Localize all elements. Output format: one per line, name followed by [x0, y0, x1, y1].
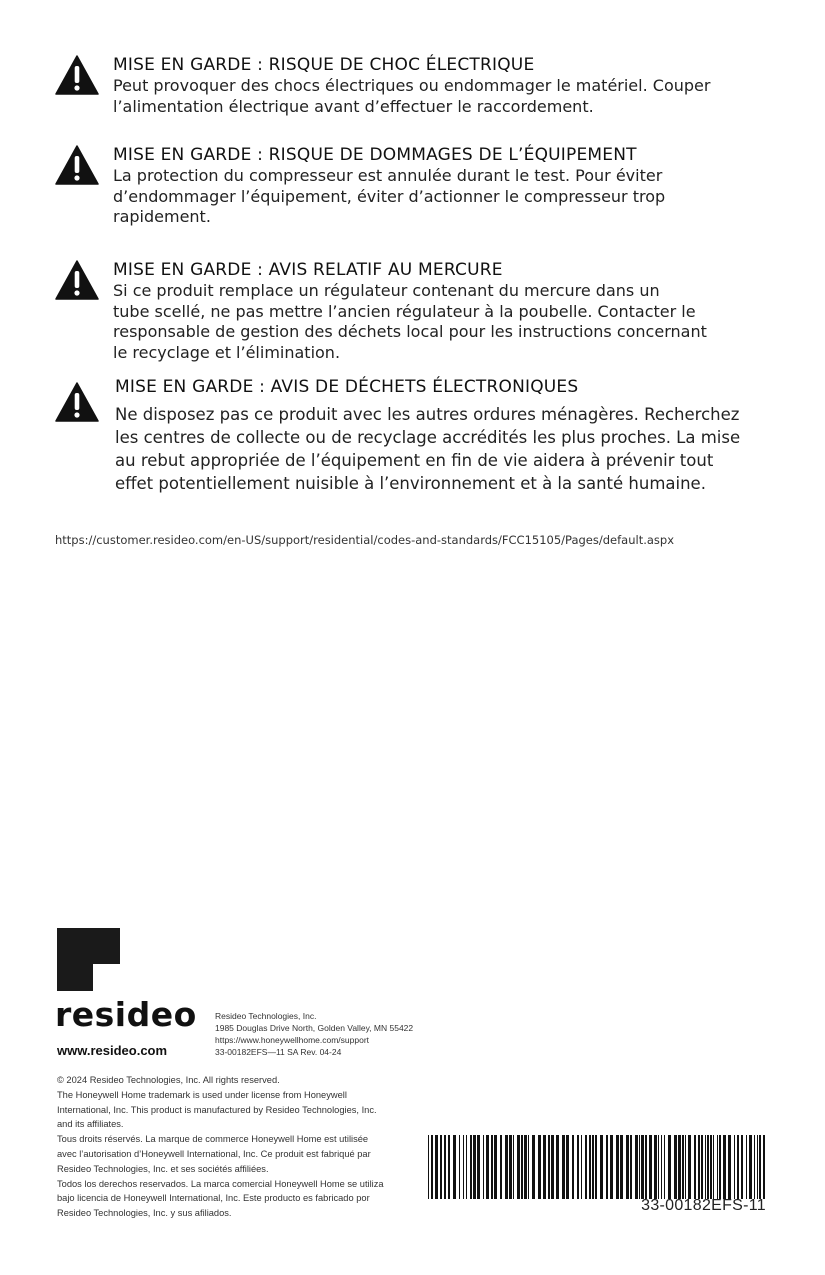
- warning-title: MISE EN GARDE : AVIS DE DÉCHETS ÉLECTRONIQUES: [115, 377, 579, 397]
- warning-triangle-icon: [55, 55, 99, 95]
- resideo-logo-icon: [57, 928, 120, 991]
- barcode: [428, 1135, 766, 1199]
- warning-body: Peut provoquer des chocs électriques ou endommager le matériel. Couper l’alimentation électrique avant d’effectuer le raccordement.: [113, 76, 711, 116]
- warning-body: Si ce produit remplace un régulateur contenant du mercure dans un tube scellé, ne pas mettre l’ancien régulateur à la poubelle. Contacter le responsable de gestion des déchets local pour les instructions concernant le recyclage et l’élimination.: [113, 281, 707, 362]
- warning-body: La protection du compresseur est annulée durant le test. Pour éviter d’endommager l’équipement, éviter d’actionner le compresseur trop rapidement.: [113, 166, 666, 226]
- legal-notice: © 2024 Resideo Technologies, Inc. All rights reserved. The Honeywell Home trademark is used under license from Honeywell International, Inc. This product is manufactured by Resideo Technologies, Inc. and its affiliates. Tous droits réservés. La marque de commerce Honeywell Home est utilisée avec l’autorisation d’Honeywell International, Inc. Ce produit est fabriqué par Resideo Technologies, Inc. et ses sociétés affiliées. Todos los derechos reservados. La marca comercial Honeywell Home se utiliza bajo licencia de Honeywell International, Inc. Este producto es fabricado por Resideo Technologies, Inc. y sus afiliados.: [57, 1075, 384, 1219]
- fcc-link[interactable]: https://customer.resideo.com/en-US/support/residential/codes-and-standards/FCC15105/Pages/default.aspx: [55, 533, 675, 547]
- warning-body: Ne disposez pas ce produit avec les autres ordures ménagères. Recherchez les centres de collecte ou de recyclage accrédités les plus proches. La mise au rebut appropriée de l’équipement en fin de vie aidera à prévenir tout effet potentiellement nuisible à l’environnement et à la santé humaine.: [115, 405, 741, 493]
- warning-triangle-icon: [55, 382, 99, 422]
- warning-title: MISE EN GARDE : RISQUE DE CHOC ÉLECTRIQUE: [113, 55, 535, 75]
- brand-wordmark: resideo: [55, 995, 197, 1034]
- brand-website[interactable]: www.resideo.com: [57, 1043, 168, 1058]
- warning-triangle-icon: [55, 145, 99, 185]
- warning-triangle-icon: [55, 260, 99, 300]
- barcode-number: 33-00182EFS-11: [641, 1197, 766, 1214]
- company-address: Resideo Technologies, Inc. 1985 Douglas Drive North, Golden Valley, MN 55422 https://www.honeywellhome.com/support 33-00182EFS—11 SA Rev. 04-24: [215, 1011, 414, 1057]
- warning-title: MISE EN GARDE : RISQUE DE DOMMAGES DE L’ÉQUIPEMENT: [113, 145, 637, 165]
- warning-title: MISE EN GARDE : AVIS RELATIF AU MERCURE: [113, 260, 503, 280]
